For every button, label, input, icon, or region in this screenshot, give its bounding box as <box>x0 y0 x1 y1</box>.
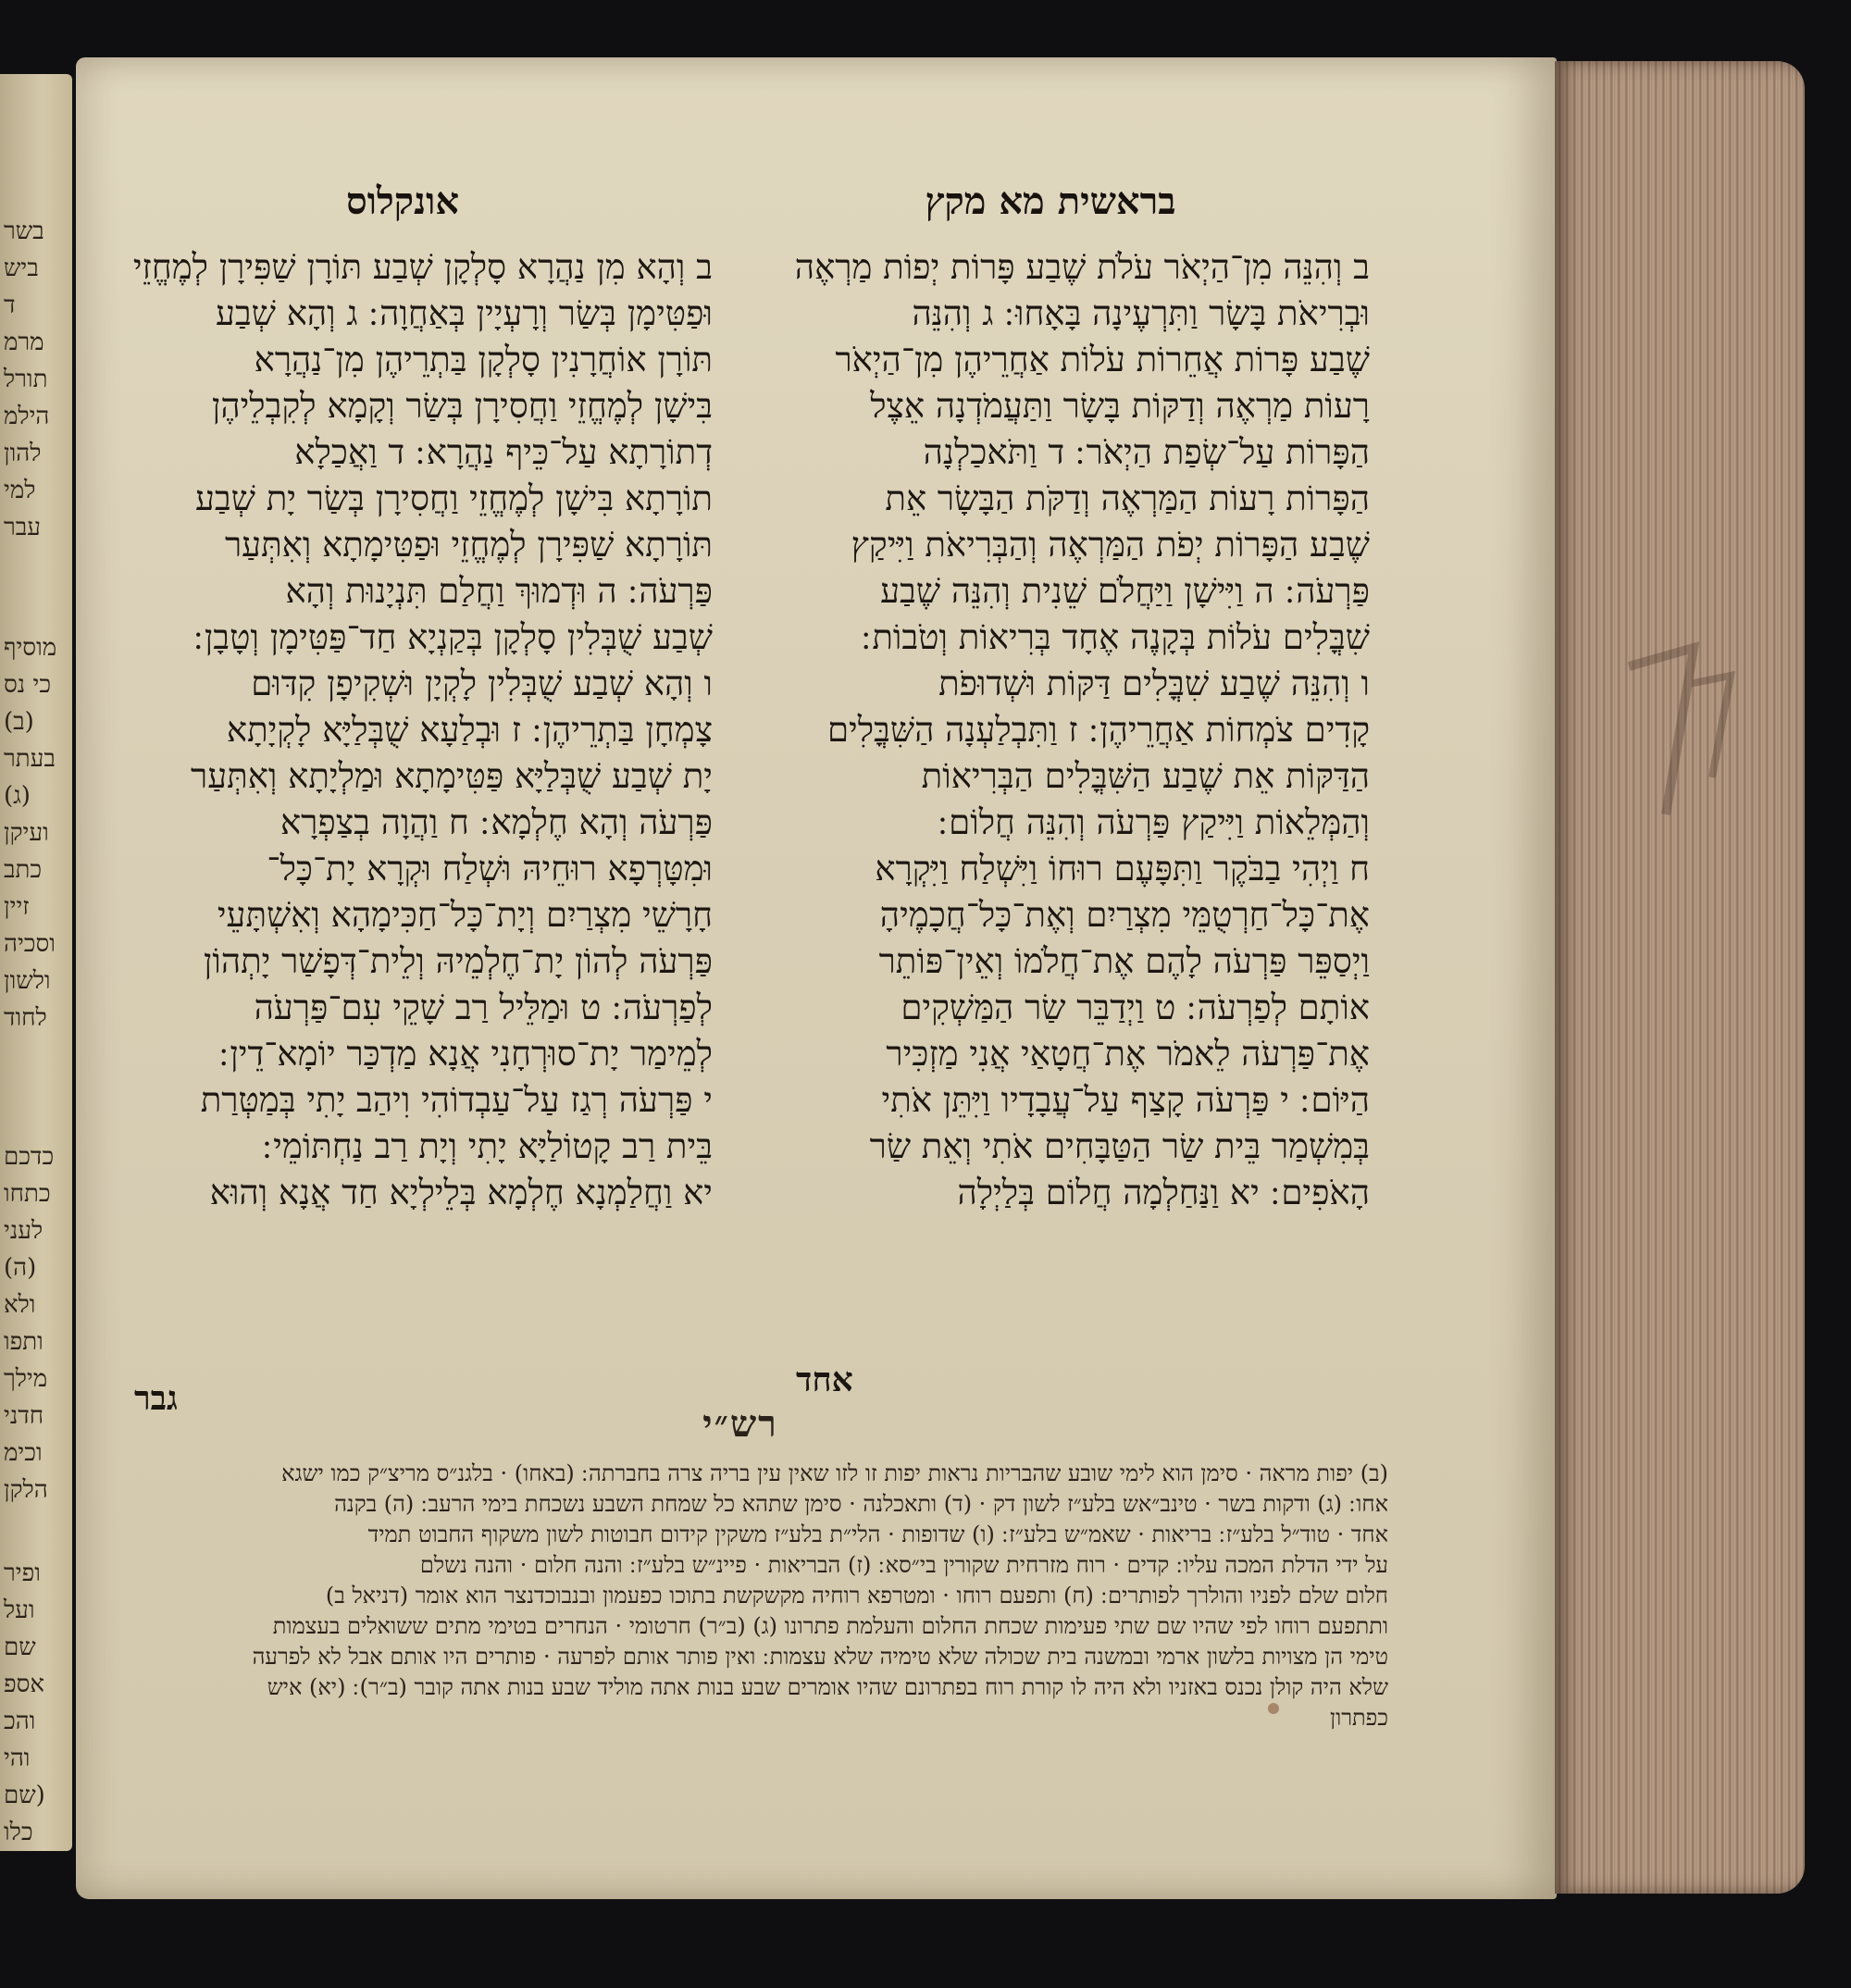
fragment-line: וסכיה <box>4 930 56 958</box>
torah-line: ו וְהִנֵּה שֶׁבַע שִׁבֳּלִים דַּקּוֹת וּשְׁדוּפֹת <box>938 664 1370 703</box>
adjacent-page-fragment <box>0 74 72 1851</box>
torah-line: וְהַמְּלֵאוֹת וַיִּיקַץ פַּרְעֹה וְהִנֵּה חֲלוֹם ׃ <box>938 802 1370 842</box>
onkelos-line: בֵּית רַב קָטוֹלַיָּא יָתִי וְיָת רַב נַחְתּוֹמֵי ׃ <box>262 1126 713 1166</box>
fragment-line: חדני <box>4 1402 44 1430</box>
rashi-line: על ידי הדלת המכה עליו ׃ קדים · רוח מזרחית שקורין בי״סא ׃ (ז) הבריאות · פיינ״ש בלע״ז ׃ והנה חלום · והנה נשלם <box>419 1552 1388 1578</box>
page-header-title: בראשית מא מקץ <box>925 180 1176 223</box>
onkelos-text <box>93 244 713 1216</box>
onkelos-line: לְפַרְעֹה ׃ ט וּמַלֵּיל רַב שָׁקֵי עִם־פַּרְעֹה <box>254 988 713 1027</box>
onkelos-line: וּמִטָּרְפָא רוּחֵיהּ וּשְׁלַח וּקְרָא יָת־כָּל־ <box>267 849 713 888</box>
fragment-line: (ב) <box>4 708 34 736</box>
torah-line: ב וְהִנֵּה מִן־הַיְאֹר עֹלֹת שֶׁבַע פָּרוֹת יְפוֹת מַרְאֶה <box>794 247 1370 287</box>
fragment-line: כתחו <box>4 1180 51 1208</box>
fragment-column-3 <box>4 1138 68 1509</box>
torah-line: ח וַיְהִי בַבֹּקֶר וַתִּפָּעֶם רוּחוֹ וַיִּשְׁלַח וַיִּקְרָא <box>875 849 1370 888</box>
fragment-line: הלקן <box>4 1476 48 1504</box>
onkelos-catchword: גבר <box>134 1379 178 1418</box>
fragment-line: מילך <box>4 1365 48 1393</box>
fragment-line: (שם <box>4 1782 45 1809</box>
fragment-line: תורל <box>4 366 48 393</box>
fragment-line: ד <box>4 292 16 319</box>
onkelos-line: תוֹרָתָא בִּישָׁן לְמֶחֱזֵי וַחֲסִירָן בְּשַׂר יָת שְׁבַע <box>194 478 713 518</box>
fragment-line: והי <box>4 1745 31 1772</box>
rashi-line: כפתרון <box>1330 1705 1388 1731</box>
rashi-line: ותתפעם רוחו לפי שהיו שם שתי פעימות שכחת החלום והעלמת פתרונו (ג) (ב״ר) חרטומי · הנחרים בטימי מתים ששואלים בעצמות <box>272 1613 1388 1639</box>
rashi-line: (ב) יפות מראה · סימן הוא לימי שובע שהבריות נראות יפות זו לזו שאין עין בריה צרה בחברתה ׃ (באחו) · בלגנ״ס מריצ״ק כמו ישגא <box>281 1460 1388 1486</box>
rashi-line: אחד · טוד״ל בלע״ז ׃ בריאות · שאמ״ש בלע״ז ׃ (ו) שדופות · הלי״ת בלע״ז משקין קידום חבוטות לשון משקוף החבוט תמיד <box>367 1522 1388 1547</box>
onkelos-line: וּפַטִּימָן בְּשַׂר וְרָעְיָין בְּאַחֲוָה ׃ ג וְהָא שְׁבַע <box>215 293 713 333</box>
torah-line: שֶׁבַע פָּרוֹת אֲחֵרוֹת עֹלוֹת אַחֲרֵיהֶן מִן־הַיְאֹר <box>835 340 1370 379</box>
torah-line: וּבְרִיאֹת בָּשָׂר וַתִּרְעֶינָה בָּאָחוּ ׃ ג וְהִנֵּה <box>912 293 1370 333</box>
fragment-line: כדכם <box>4 1143 55 1171</box>
torah-line: אוֹתָם לְפַרְעֹה ׃ ט וַיְדַבֵּר שַׂר הַמַּשְׁקִים <box>901 988 1370 1027</box>
fragment-line: (ה) <box>4 1254 37 1282</box>
fragment-line: כלו <box>4 1819 33 1846</box>
fragment-line: כתב <box>4 856 43 884</box>
fragment-line: למי <box>4 477 36 504</box>
torah-line: הַדַּקּוֹת אֵת שֶׁבַע הַשִּׁבֳּלִים הַבְּרִיאוֹת <box>921 756 1370 796</box>
fragment-line: להון <box>4 440 42 467</box>
fragment-line: ותפו <box>4 1328 43 1356</box>
onkelos-column <box>93 176 713 1216</box>
torah-line: פַּרְעֹה ׃ ה וַיִּישָׁן וַיַּחֲלֹם שֵׁנִית וְהִנֵּה שֶׁבַע <box>880 571 1370 611</box>
onkelos-line: דְתוֹרָתָא עַל־כֵּיף נַהֲרָא ׃ ד וַאֲכַלָא <box>294 432 713 472</box>
fragment-line: ולא <box>4 1291 36 1319</box>
fragment-line: עבר <box>4 514 42 541</box>
rashi-line: שלא היה קולן נכנס באזניו ולא היה לו קורת רוח בפתרונם שהיו אומרים שבע בנות אתה מוליד שבע בנות אתה קובר (ב״ר) ׃ (יא) איש <box>267 1674 1388 1700</box>
rashi-commentary <box>93 1402 1388 1733</box>
rashi-line: טימי הן מצויות בלשון ארמי ובמשנה בית שכולה שלא טימיה שלא עצמות ׃ ואין פותר אותם לפרעה · פותרים היו אותם אבל לא לפרעה <box>252 1644 1388 1670</box>
torah-line: הַפָּרוֹת רָעוֹת הַמַּרְאֶה וְדַקֹּת הַבָּשָׂר אֵת <box>885 478 1370 518</box>
fragment-line: ועל <box>4 1597 35 1624</box>
torah-line: וַיְסַפֵּר פַּרְעֹה לָהֶם אֶת־חֲלֹמוֹ וְאֵין־פּוֹתֵר <box>878 941 1370 981</box>
torah-line: שֶׁבַע הַפָּרוֹת יְפֹת הַמַּרְאֶה וְהַבְּרִיאֹת וַיִּיקַץ <box>851 525 1370 565</box>
ink-stain <box>1268 1703 1279 1714</box>
torah-line: בְּמִשְׁמַר בֵּית שַׂר הַטַּבָּחִים אֹתִי וְאֵת שַׂר <box>869 1126 1370 1166</box>
onkelos-line: תּוֹרָן אוֹחֲרָנִין סָלְקָן בַּתְרֵיהֶן מִן־נַהֲרָא <box>254 340 713 379</box>
fragment-line: אספ <box>4 1671 45 1698</box>
onkelos-line: שְׁבַע שֻׁבְּלִין סָלְקָן בְּקַנְיָא חַד־פַּטִּימָן וְטָבָן ׃ <box>193 617 713 657</box>
onkelos-line: תּוֹרָתָא שַׁפִּירָן לְמֶחֱזֵי וּפַטִּימָתָא וְאִתְּעַר <box>224 525 713 565</box>
fragment-line: הילמ <box>4 403 50 430</box>
fragment-column-4 <box>4 1555 68 1851</box>
fragment-line: ופיר <box>4 1559 41 1587</box>
fragment-line: בעתר <box>4 745 56 773</box>
fragment-line: בשר <box>4 217 44 245</box>
torah-column <box>731 176 1370 1216</box>
torah-line: שִׁבֳּלִים עֹלוֹת בְּקָנֶה אֶחָד בְּרִיאוֹת וְטֹבוֹת ׃ <box>861 617 1370 657</box>
onkelos-line: יָת שְׁבַע שֻׁבְּלַיָּא פַּטִּימָתָא וּמַלְיָתָא וְאִתְּעַר <box>191 756 713 796</box>
rashi-line: חלום שלם לפניו והולרך לפותרים ׃ (ח) ותפעם רוחו · ומטרפא רוחיה מקשקשת בתוכו כפעמון ובנבוכדנצר הוא אומר (דניאל ב) <box>325 1583 1388 1609</box>
onkelos-line: ב וְהָא מִן נַהֲרָא סָלְקָן שְׁבַע תּוֹרָן שַׁפִּירָן לְמֶחֱזֵי <box>132 247 713 287</box>
page-edges <box>1555 61 1805 1894</box>
torah-text <box>731 244 1370 1216</box>
fragment-line: מוסיף <box>4 634 57 662</box>
torah-line: רָעוֹת מַרְאֶה וְדַקּוֹת בָּשָׂר וַתַּעֲמֹדְנָה אֵצֶל <box>870 386 1370 426</box>
rashi-line: אחו ׃ (ג) ודקות בשר · טינב״אש בלע״ז לשון דק · (ד) ותאכלנה · סימן שתהא כל שמחת השבע נשכחת בימי הרעב ׃ (ה) בקנה <box>334 1491 1388 1517</box>
torah-line: אֶת־פַּרְעֹה לֵאמֹר אֶת־חֲטָאַי אֲנִי מַזְכִּיר <box>886 1034 1370 1074</box>
rashi-title: רש״י <box>702 1402 778 1446</box>
onkelos-line: יא וַחֲלַמְנָא חֶלְמָא בְּלֵילְיָא חַד אֲנָא וְהוּא <box>209 1173 713 1212</box>
onkelos-header: אונקלוס <box>345 180 460 223</box>
onkelos-line: י פַּרְעֹה רְגַז עַל־עַבְדוֹהִי וִיהַב יָתִי בְּמַטְּרַת <box>200 1080 713 1120</box>
fragment-line: לעני <box>4 1217 43 1245</box>
torah-line: הַפָּרוֹת עַל־שְׂפַת הַיְאֹר ׃ ד וַתֹּאכַלְנָה <box>923 432 1370 472</box>
fragment-line: כי נס <box>4 671 52 699</box>
fragment-line: שם <box>4 1634 36 1661</box>
torah-line: קָדִים צֹמְחוֹת אַחֲרֵיהֶן ׃ ז וַתִּבְלַעְנָה הַשִּׁבֳּלִים <box>826 710 1370 750</box>
pencil-mark <box>1610 629 1749 833</box>
fragment-line: ביש <box>4 255 39 282</box>
fragment-line: זיין <box>4 893 30 921</box>
onkelos-line: לְמֵימַר יָת־סוּרְחָנִי אֲנָא מַדְכַּר יוֹמָא־דֵין ׃ <box>218 1034 713 1074</box>
torah-catchword: אחד <box>796 1361 853 1399</box>
fragment-line: והכ <box>4 1708 36 1735</box>
onkelos-line: בִּישָׁן לְמֶחֱזֵי וַחֲסִירָן בְּשַׂר וְקָמָא לְקִבְלֵיהֶן <box>211 386 713 426</box>
fragment-column-2 <box>4 629 68 1037</box>
torah-line: אֶת־כָּל־חַרְטֻמֵּי מִצְרַיִם וְאֶת־כָּל־חֲכָמֶיהָ <box>879 895 1370 935</box>
fragment-line: מרמ <box>4 329 44 356</box>
torah-line: הַיּוֹם ׃ י פַּרְעֹה קָצַף עַל־עֲבָדָיו וַיִּתֵּן אֹתִי <box>881 1080 1370 1120</box>
rashi-text <box>93 1459 1388 1733</box>
fragment-column-1 <box>4 213 68 546</box>
torah-line: הָאֹפִים ׃ יא וַנַּחַלְמָה חֲלוֹם בְּלַיְלָה <box>957 1173 1370 1212</box>
onkelos-line: צָמְחָן בַּתְרֵיהֶן ׃ ז וּבְלַעָא שֻׁבְּלַיָּא לָקְיָתָא <box>226 710 713 750</box>
onkelos-line: פַּרְעֹה לְהוֹן יָת־חֶלְמֵיהּ וְלֵית־דְּפָשַׁר יָתְהוֹן <box>203 941 713 981</box>
fragment-line: ועיקן <box>4 819 49 847</box>
fragment-line: (ג) <box>4 782 31 810</box>
fragment-line: לחוד <box>4 1004 47 1032</box>
fragment-line: ולשון <box>4 967 51 995</box>
fragment-line: וכימ <box>4 1439 43 1467</box>
onkelos-line: ו וְהָא שְׁבַע שֻׁבְּלִין לָקְיָן וּשְׁקִיפָן קִדּוּם <box>251 664 713 703</box>
onkelos-line: חָרָשֵׁי מִצְרַיִם וְיָת־כָּל־חַכִּימָהָא וְאִשְׁתָּעֵי <box>217 895 713 935</box>
onkelos-line: פַּרְעֹה ׃ ה וּדְמוּךְ וַחֲלַם תִּנְיָנוּת וְהָא <box>285 571 713 611</box>
onkelos-line: פַּרְעֹה וְהָא חֶלְמָא ׃ ח וַהֲוָה בְצַפְרָא <box>280 802 713 842</box>
